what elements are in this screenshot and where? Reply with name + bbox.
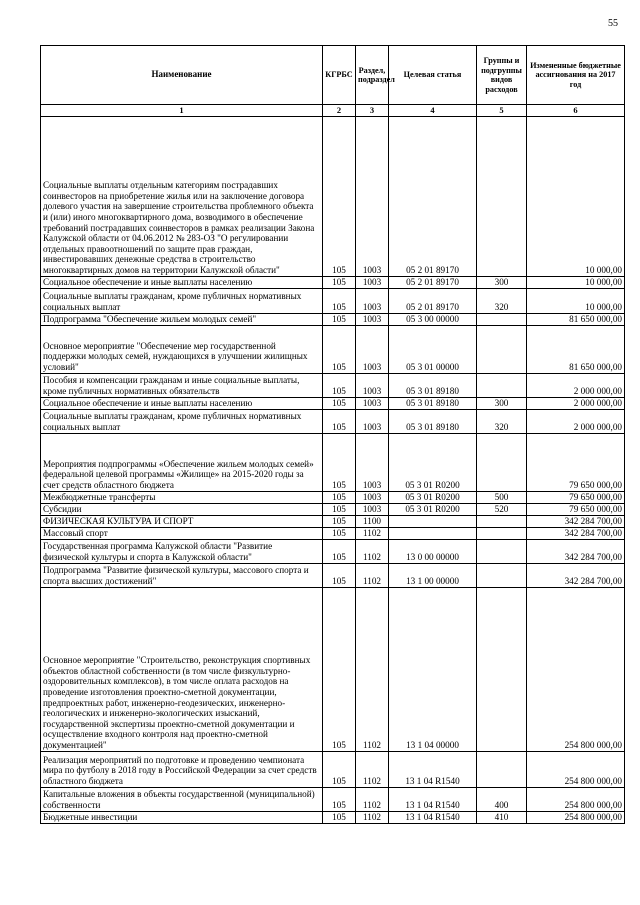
cell-kgrbs: 105: [323, 539, 356, 563]
cell-kgrbs: 105: [323, 397, 356, 409]
cell-group: 320: [477, 409, 527, 433]
cell-article: 05 3 01 R0200: [389, 503, 477, 515]
cell-kgrbs: 105: [323, 811, 356, 823]
cell-amount: 79 650 000,00: [527, 503, 625, 515]
cell-section: 1100: [356, 515, 389, 527]
cell-kgrbs: 105: [323, 751, 356, 787]
table-row: [41, 787, 625, 811]
cell-article: 05 3 00 00000: [389, 313, 477, 325]
cell-group: 520: [477, 503, 527, 515]
cell-kgrbs: 105: [323, 787, 356, 811]
cell-article: [389, 527, 477, 539]
cell-name: Бюджетные инвестиции: [41, 811, 323, 823]
cell-section: 1003: [356, 409, 389, 433]
cell-section: 1102: [356, 539, 389, 563]
header-kgrbs: КГРБС: [323, 46, 356, 105]
page-number: 55: [608, 18, 618, 29]
cell-group: [477, 325, 527, 373]
cell-kgrbs: 105: [323, 373, 356, 397]
cell-amount: 342 284 700,00: [527, 515, 625, 527]
cell-kgrbs: 105: [323, 433, 356, 491]
cell-section: 1102: [356, 811, 389, 823]
cell-kgrbs: 105: [323, 587, 356, 751]
table-row: [41, 587, 625, 751]
cell-name: Основное мероприятие "Строительство, реконструкция спортивных объектов областной собственности (в том числе физкультурно-оздоровительных комплексов), в том числе оплата расходов на проведение изготовления проектно-сметной документации, предпроектных работ, инженерно-геодезических, инженерно-геологических и инженерно-экологических изысканий, государственной экспертизы проектно-сметной документации и осуществление входного контроля над проектно-сметной документацией": [41, 587, 323, 751]
cell-amount: 254 800 000,00: [527, 587, 625, 751]
cell-article: [389, 515, 477, 527]
column-number: 1: [41, 105, 323, 117]
header-amount: Измененные бюджетные ассигнования на 2017 год: [527, 46, 625, 105]
cell-article: 05 3 01 R0200: [389, 491, 477, 503]
cell-name: Социальные выплаты отдельным категориям пострадавших соинвесторов на приобретение жилья или на заключение договора долевого участия на завершение строительства проблемного объекта и (или) иного многоквартирного дома, возводимого в обеспечение требований пострадавших соинвесторов в рамках реализации Закона Калужской области от 04.06.2012 № 283-ОЗ "О регулировании отдельных правоотношений по защите прав граждан, инвестировавших денежные средства в строительство многоквартирных домов на территории Калужской области": [41, 116, 323, 276]
cell-name: Социальное обеспечение и иные выплаты населению: [41, 276, 323, 288]
cell-section: 1102: [356, 527, 389, 539]
cell-section: 1102: [356, 587, 389, 751]
cell-amount: 10 000,00: [527, 116, 625, 276]
table-row: [41, 373, 625, 397]
cell-group: [477, 433, 527, 491]
cell-group: 300: [477, 276, 527, 288]
cell-article: 05 2 01 89170: [389, 116, 477, 276]
cell-name: Субсидии: [41, 503, 323, 515]
cell-section: 1003: [356, 503, 389, 515]
cell-name: Пособия и компенсации гражданам и иные социальные выплаты, кроме публичных нормативных обязательств: [41, 373, 323, 397]
cell-section: 1003: [356, 276, 389, 288]
cell-amount: 254 800 000,00: [527, 787, 625, 811]
table-row: [41, 491, 625, 503]
cell-kgrbs: 105: [323, 325, 356, 373]
table-row: [41, 751, 625, 787]
cell-group: 400: [477, 787, 527, 811]
table-header: [41, 46, 625, 117]
cell-kgrbs: 105: [323, 515, 356, 527]
cell-group: 300: [477, 397, 527, 409]
cell-kgrbs: 105: [323, 527, 356, 539]
cell-amount: 79 650 000,00: [527, 433, 625, 491]
cell-section: 1003: [356, 313, 389, 325]
cell-name: Мероприятия подпрограммы «Обеспечение жильем молодых семей» федеральной целевой программы «Жилище» на 2015-2020 годы за счет средств областного бюджета: [41, 433, 323, 491]
table-row: [41, 409, 625, 433]
table-row: [41, 276, 625, 288]
cell-amount: 2 000 000,00: [527, 409, 625, 433]
cell-article: 05 3 01 89180: [389, 397, 477, 409]
column-number: 2: [323, 105, 356, 117]
table-row: [41, 515, 625, 527]
cell-article: 05 3 01 R0200: [389, 433, 477, 491]
cell-article: 13 0 00 00000: [389, 539, 477, 563]
cell-kgrbs: 105: [323, 313, 356, 325]
cell-name: Основное мероприятие "Обеспечение мер государственной поддержки молодых семей, нуждающихся в улучшении жилищных условий": [41, 325, 323, 373]
cell-article: 05 3 01 89180: [389, 409, 477, 433]
column-number: 6: [527, 105, 625, 117]
cell-article: 05 3 01 89180: [389, 373, 477, 397]
cell-article: 13 1 00 00000: [389, 563, 477, 587]
cell-amount: 254 800 000,00: [527, 751, 625, 787]
cell-section: 1003: [356, 491, 389, 503]
cell-kgrbs: 105: [323, 503, 356, 515]
cell-amount: 79 650 000,00: [527, 491, 625, 503]
cell-group: 500: [477, 491, 527, 503]
cell-amount: 342 284 700,00: [527, 527, 625, 539]
cell-group: [477, 751, 527, 787]
cell-name: Массовый спорт: [41, 527, 323, 539]
cell-section: 1003: [356, 433, 389, 491]
header-groups: Группы и подгруппы видов расходов: [477, 46, 527, 105]
cell-kgrbs: 105: [323, 409, 356, 433]
table-row: [41, 539, 625, 563]
cell-group: [477, 116, 527, 276]
header-article: Целевая статья: [389, 46, 477, 105]
cell-name: Государственная программа Калужской области "Развитие физической культуры и спорта в Калужской области": [41, 539, 323, 563]
cell-kgrbs: 105: [323, 276, 356, 288]
table-row: [41, 313, 625, 325]
cell-section: 1003: [356, 116, 389, 276]
cell-name: Социальные выплаты гражданам, кроме публичных нормативных социальных выплат: [41, 409, 323, 433]
table-row: [41, 433, 625, 491]
header-name: Наименование: [41, 46, 323, 105]
cell-amount: 254 800 000,00: [527, 811, 625, 823]
table-row: [41, 811, 625, 823]
cell-article: 05 2 01 89170: [389, 276, 477, 288]
table-body: [41, 116, 625, 823]
cell-amount: 81 650 000,00: [527, 325, 625, 373]
cell-amount: 342 284 700,00: [527, 539, 625, 563]
cell-name: Социальное обеспечение и иные выплаты населению: [41, 397, 323, 409]
cell-group: 320: [477, 288, 527, 313]
header-section: Раздел, подраздел: [356, 46, 389, 105]
cell-group: [477, 527, 527, 539]
cell-kgrbs: 105: [323, 288, 356, 313]
table-row: [41, 563, 625, 587]
cell-amount: 10 000,00: [527, 288, 625, 313]
cell-group: [477, 373, 527, 397]
column-number-row: [41, 105, 625, 117]
cell-group: [477, 587, 527, 751]
cell-group: [477, 515, 527, 527]
cell-section: 1102: [356, 751, 389, 787]
table-row: [41, 288, 625, 313]
cell-section: 1102: [356, 563, 389, 587]
cell-name: Подпрограмма "Обеспечение жильем молодых семей": [41, 313, 323, 325]
cell-name: Социальные выплаты гражданам, кроме публичных нормативных социальных выплат: [41, 288, 323, 313]
cell-amount: 2 000 000,00: [527, 373, 625, 397]
column-number: 4: [389, 105, 477, 117]
cell-amount: 10 000,00: [527, 276, 625, 288]
table-row: [41, 527, 625, 539]
cell-kgrbs: 105: [323, 116, 356, 276]
table-row: [41, 116, 625, 276]
cell-section: 1102: [356, 787, 389, 811]
cell-article: 13 1 04 R1540: [389, 787, 477, 811]
cell-amount: 342 284 700,00: [527, 563, 625, 587]
cell-name: Реализация мероприятий по подготовке и проведению чемпионата мира по футболу в 2018 году в Российской Федерации за счет средств областного бюджета: [41, 751, 323, 787]
column-number: 5: [477, 105, 527, 117]
cell-kgrbs: 105: [323, 563, 356, 587]
cell-article: 05 2 01 89170: [389, 288, 477, 313]
cell-group: [477, 563, 527, 587]
cell-article: 13 1 04 R1540: [389, 811, 477, 823]
table-row: [41, 503, 625, 515]
cell-section: 1003: [356, 325, 389, 373]
cell-section: 1003: [356, 397, 389, 409]
cell-article: 13 1 04 R1540: [389, 751, 477, 787]
cell-article: 13 1 04 00000: [389, 587, 477, 751]
cell-section: 1003: [356, 288, 389, 313]
cell-group: 410: [477, 811, 527, 823]
cell-section: 1003: [356, 373, 389, 397]
cell-article: 05 3 01 00000: [389, 325, 477, 373]
table-row: [41, 325, 625, 373]
cell-name: Межбюджетные трансферты: [41, 491, 323, 503]
cell-name: Капитальные вложения в объекты государственной (муниципальной) собственности: [41, 787, 323, 811]
cell-group: [477, 539, 527, 563]
cell-amount: 81 650 000,00: [527, 313, 625, 325]
table-row: [41, 397, 625, 409]
cell-group: [477, 313, 527, 325]
cell-name: ФИЗИЧЕСКАЯ КУЛЬТУРА И СПОРТ: [41, 515, 323, 527]
column-number: 3: [356, 105, 389, 117]
cell-amount: 2 000 000,00: [527, 397, 625, 409]
cell-kgrbs: 105: [323, 491, 356, 503]
budget-table: [40, 45, 625, 824]
cell-name: Подпрограмма "Развитие физической культуры, массового спорта и спорта высших достижений": [41, 563, 323, 587]
